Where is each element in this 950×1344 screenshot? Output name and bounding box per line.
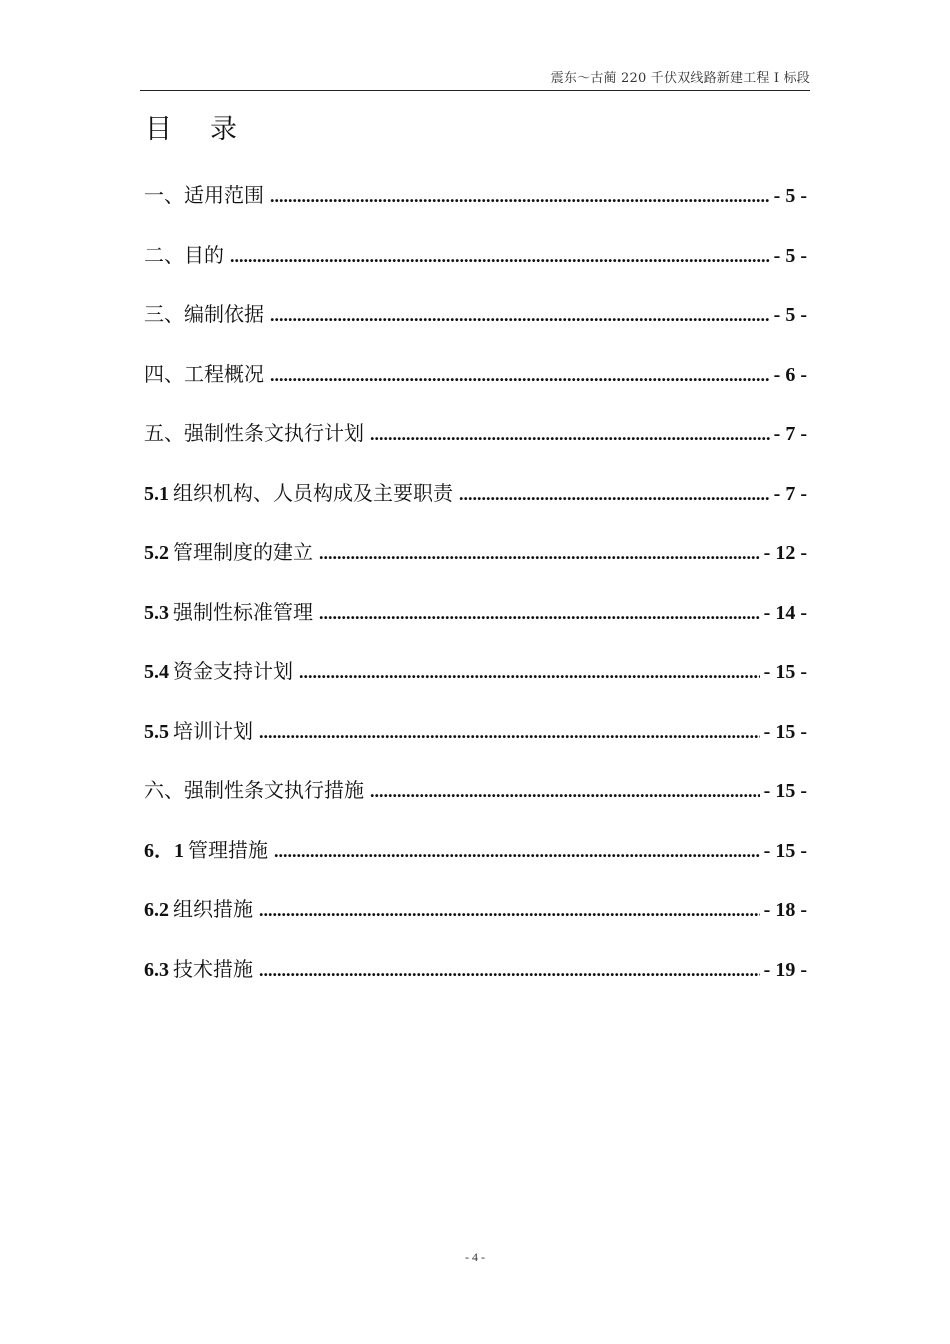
toc-entry[interactable] — [144, 656, 807, 716]
page-number: - 4 - — [465, 1250, 485, 1264]
toc-entry-page: - 5 - — [773, 304, 807, 326]
toc-entry-number: 5.2 — [144, 542, 169, 564]
toc-entry-page: - 6 - — [773, 363, 807, 386]
toc-entry[interactable] — [144, 597, 807, 657]
toc-entry-number: 6.3 — [144, 958, 169, 981]
toc-entry-label: 管理制度的建立 — [173, 540, 313, 564]
toc-leader-dots — [370, 776, 760, 806]
toc-entry-label: 资金支持计划 — [173, 659, 293, 683]
toc-entry-page: - 12 - — [763, 542, 807, 564]
toc-entry-label: 强制性标准管理 — [173, 599, 313, 624]
toc-leader-dots — [270, 300, 770, 330]
toc-entry[interactable] — [144, 478, 807, 538]
toc-entry-page: - 15 - — [763, 720, 807, 743]
toc-entry-label: 管理措施 — [188, 837, 268, 862]
toc-entry-number: 5.4 — [144, 661, 169, 683]
toc-title-char-1: 目 — [145, 114, 172, 145]
toc-entry-number: 5.3 — [144, 601, 169, 624]
toc-entry-label: 一、适用范围 — [144, 183, 264, 207]
toc-entry-page: - 18 - — [763, 899, 807, 921]
toc-entry[interactable] — [144, 418, 807, 478]
toc-entry-page: - 15 - — [763, 780, 807, 802]
toc-entry-page: - 5 - — [773, 185, 807, 207]
toc-leader-dots — [274, 836, 760, 866]
toc-entry-label: 组织机构、人员构成及主要职责 — [173, 480, 453, 505]
toc-entry[interactable] — [144, 180, 807, 240]
toc-entry-number: 5.1 — [144, 482, 169, 505]
toc-entry-label: 四、工程概况 — [144, 361, 264, 386]
toc-title-char-2: 录 — [210, 114, 237, 145]
toc-entry-label: 五、强制性条文执行计划 — [144, 421, 364, 445]
toc-leader-dots — [230, 241, 770, 271]
toc-leader-dots — [299, 657, 760, 687]
toc-entry-page: - 15 - — [763, 839, 807, 862]
toc-entry-page: - 7 - — [773, 423, 807, 445]
toc-entry[interactable] — [144, 240, 807, 300]
toc-entry[interactable] — [144, 954, 807, 1014]
toc-entry-label: 培训计划 — [173, 718, 253, 743]
toc-leader-dots — [459, 479, 770, 509]
toc-entry-label: 六、强制性条文执行措施 — [144, 778, 364, 802]
toc-entry[interactable] — [144, 775, 807, 835]
toc-entry[interactable] — [144, 537, 807, 597]
toc-entry-label: 技术措施 — [173, 956, 253, 981]
toc-title — [145, 112, 237, 148]
toc-leader-dots — [319, 598, 760, 628]
toc-entry[interactable] — [144, 835, 807, 895]
toc-leader-dots — [259, 955, 760, 985]
toc-entry-page: - 5 - — [773, 244, 807, 267]
toc-entry-page: - 7 - — [773, 482, 807, 505]
toc-leader-dots — [270, 181, 770, 211]
running-header-title: 震东～古蔺 220 千伏双线路新建工程 I 标段 — [550, 71, 810, 86]
toc-entry[interactable] — [144, 359, 807, 419]
toc-leader-dots — [319, 538, 760, 568]
toc-list — [144, 180, 807, 1013]
toc-entry-number: 5.5 — [144, 720, 169, 743]
toc-entry-page: - 15 - — [763, 661, 807, 683]
toc-entry[interactable] — [144, 716, 807, 776]
toc-leader-dots — [259, 895, 760, 925]
running-header — [140, 70, 810, 91]
toc-entry[interactable] — [144, 894, 807, 954]
toc-leader-dots — [370, 419, 770, 449]
toc-entry[interactable] — [144, 299, 807, 359]
toc-leader-dots — [270, 360, 770, 390]
toc-entry-number: 6.2 — [144, 899, 169, 921]
page-footer — [0, 1250, 950, 1265]
toc-leader-dots — [259, 717, 760, 747]
toc-entry-number: 6．1 — [144, 839, 184, 862]
toc-entry-label: 三、编制依据 — [144, 302, 264, 326]
toc-entry-label: 组织措施 — [173, 897, 253, 921]
toc-entry-page: - 19 - — [763, 958, 807, 981]
toc-entry-label: 二、目的 — [144, 242, 224, 267]
toc-entry-page: - 14 - — [763, 601, 807, 624]
